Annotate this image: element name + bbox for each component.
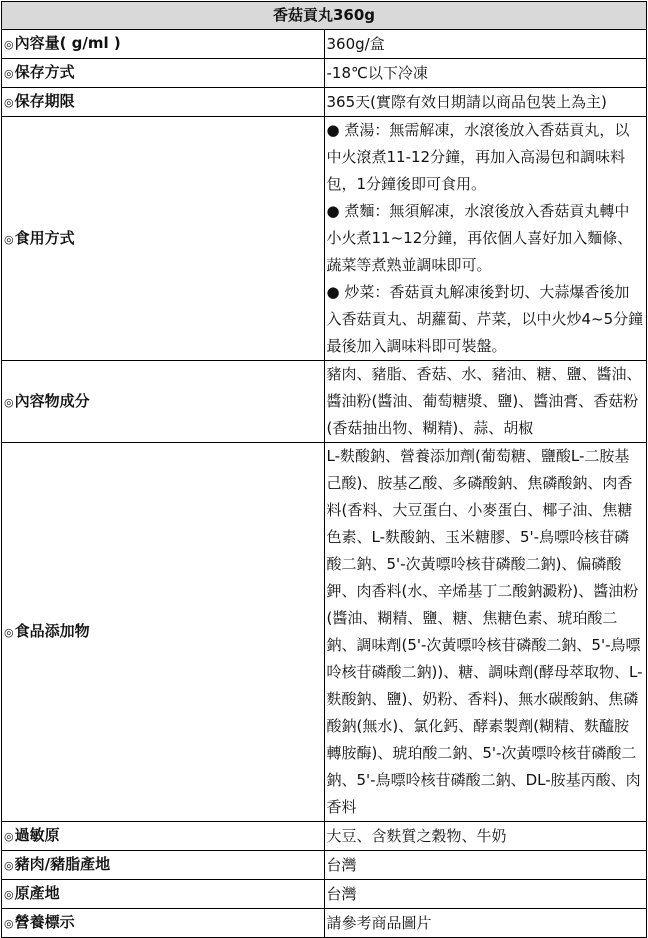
row-label-text: 食用方式: [14, 228, 75, 247]
spec-row-origin: [2, 880, 647, 909]
usage-stir-fry: ● 炒菜：香菇貢丸解凍後對切、大蒜爆香後加入香菇貢丸、胡蘿蔔、芹菜，以中火炒4~5分鐘最後加入調味料即可裝盤。: [326, 283, 644, 355]
row-label-text: 內容量( g/ml ): [14, 34, 121, 52]
row-value: -18℃以下冷凍: [324, 59, 647, 88]
usage-noodles: ● 煮麵：無須解凍，水滾後放入香菇貢丸轉中小火煮11~12分鐘，再依個人喜好加入麵條、蔬菜等煮熟並調味即可。: [326, 202, 633, 274]
spec-row-additives: [2, 443, 647, 822]
row-label-text: 保存期限: [14, 92, 75, 110]
spec-row-ingredients: [2, 361, 647, 443]
title-row: [2, 2, 647, 30]
spec-row-storage-method: [2, 59, 647, 88]
row-value: 請參考商品圖片: [324, 909, 647, 938]
row-value: L-麩酸鈉、營養添加劑(葡萄糖、鹽酸L-二胺基己酸)、胺基乙酸、多磷酸鈉、焦磷酸鈉、肉香料(香料、大豆蛋白、小麥蛋白、椰子油、焦糖色素、L-麩酸鈉、玉米糖膠、5'-鳥嘌呤核苷磷酸二鈉、5'-次黃嘌呤核苷磷酸二鈉)、偏磷酸鉀、肉香料(水、辛烯基丁二酸鈉澱粉)、醬油粉(醬油、糊精、鹽、糖、焦糖色素、琥珀酸二鈉、調味劑(5'-次黃嘌呤核苷磷酸二鈉、5'-鳥嘌呤核苷磷酸二鈉))、糖、調味劑(酵母萃取物、L-麩酸鈉、鹽)、奶粉、香料)、無水碳酸鈉、焦磷酸鈉(無水)、氯化鈣、酵素製劑(糊精、麩醯胺轉胺酶)、琥珀酸二鈉、5'-次黃嘌呤核苷磷酸二鈉、5'-鳥嘌呤核苷磷酸二鈉、DL-胺基丙酸、肉香料: [324, 443, 647, 822]
row-label: [2, 59, 325, 88]
spec-row-allergens: [2, 822, 647, 851]
spec-row-pork-origin: [2, 851, 647, 880]
row-label-text: 豬肉/豬脂產地: [14, 855, 111, 873]
row-label-text: 過敏原: [14, 826, 60, 844]
row-value: 360g/盒: [324, 30, 647, 59]
spec-row-nutrition: [2, 909, 647, 938]
row-label: [2, 88, 325, 117]
row-label-text: 食品添加物: [14, 622, 90, 640]
row-value: 豬肉、豬脂、香菇、水、豬油、糖、鹽、醬油、醬油粉(醬油、葡萄糖漿、鹽)、醬油膏、香菇粉(香菇抽出物、糊精)、蒜、胡椒: [324, 361, 647, 443]
row-label: [2, 361, 325, 443]
bullet-icon: ◎: [4, 232, 14, 246]
bullet-icon: ◎: [4, 96, 14, 109]
row-label-text: 原產地: [14, 884, 60, 902]
row-value: [324, 117, 647, 361]
spec-row-shelf-life: [2, 88, 647, 117]
row-label: [2, 30, 325, 59]
product-spec-table: [1, 1, 647, 938]
row-label-text: 保存方式: [14, 63, 75, 81]
bullet-icon: ◎: [4, 859, 14, 872]
bullet-icon: ◎: [4, 888, 14, 901]
bullet-icon: ◎: [4, 917, 14, 930]
bullet-icon: ◎: [4, 38, 14, 51]
row-value: 台灣: [324, 851, 647, 880]
bullet-icon: ◎: [4, 626, 14, 639]
row-label: [2, 880, 325, 909]
product-title: 香菇貢丸360g: [2, 2, 647, 30]
bullet-icon: ◎: [4, 830, 14, 843]
row-value: 台灣: [324, 880, 647, 909]
spec-row-content-amount: [2, 30, 647, 59]
usage-soup: ● 煮湯：無需解凍，水滾後放入香菇貢丸，以中火滾煮11-12分鐘，再加入高湯包和調味料包，1分鐘後即可食用。: [326, 121, 630, 193]
bullet-icon: ◎: [4, 67, 14, 80]
row-label: [2, 822, 325, 851]
row-label-text: 內容物成分: [14, 391, 90, 410]
row-label: [2, 443, 325, 822]
row-label: [2, 909, 325, 938]
row-label-text: 營養標示: [14, 913, 75, 931]
row-value: 大豆、含麩質之穀物、牛奶: [324, 822, 647, 851]
row-label: [2, 117, 325, 361]
row-value: 365天(實際有效日期請以商品包裝上為主): [324, 88, 647, 117]
row-label: [2, 851, 325, 880]
bullet-icon: ◎: [4, 395, 14, 409]
spec-row-usage: [2, 117, 647, 361]
